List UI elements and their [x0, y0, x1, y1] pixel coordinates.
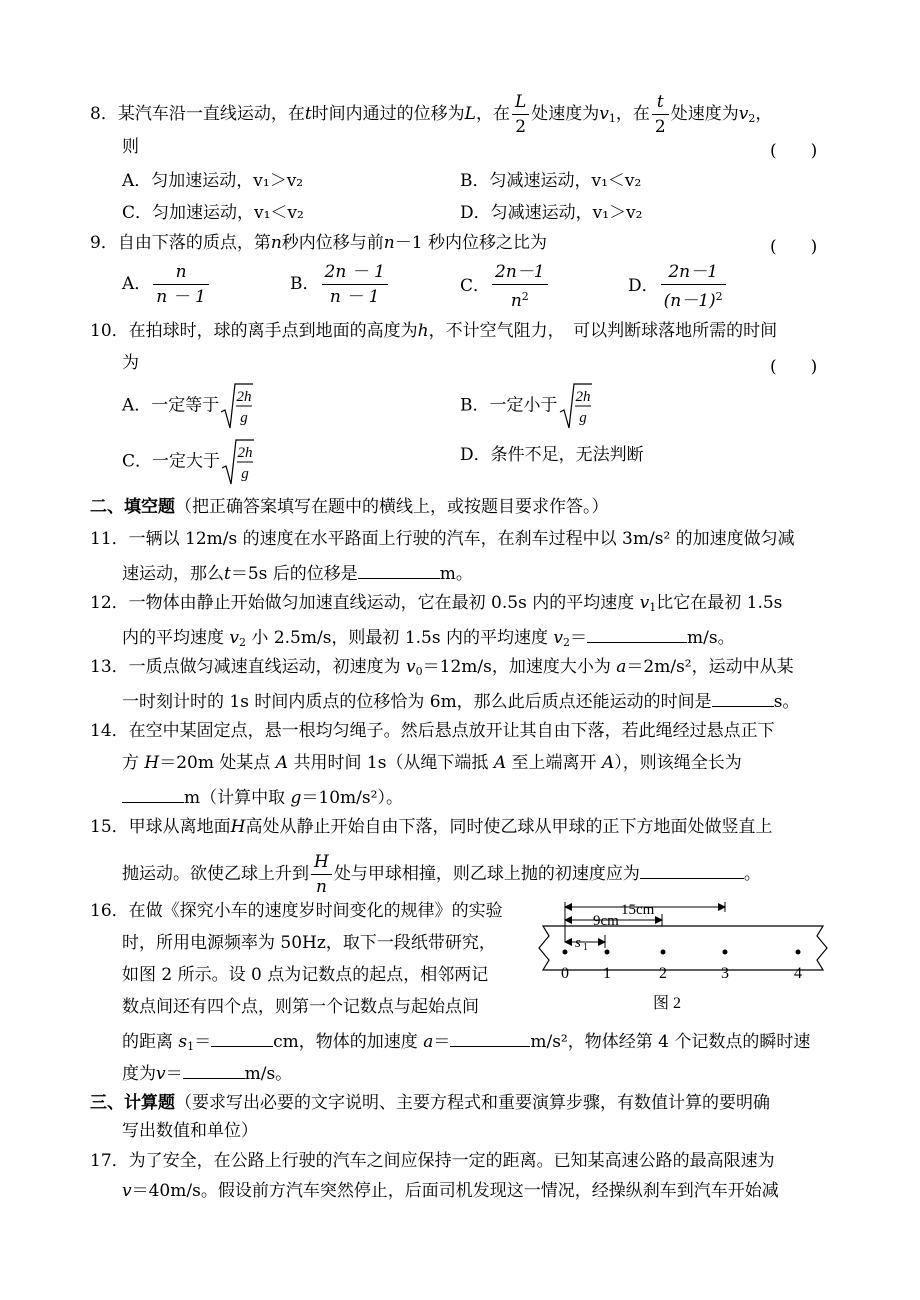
q16-line3: 如图 2 所示。设 0 点为记数点的起点，相邻两记 [122, 965, 489, 985]
q17-line1: 17．为了安全，在公路上行驶的汽车之间应保持一定的距离。已知某高速公路的最高限速为 [90, 1151, 775, 1171]
q13-line1: 13．一质点做匀减速直线运动，初速度为 $v_0=12m/s$，加速度大小为 a＝2m/s²，运动中从某 [90, 657, 794, 678]
sqrt-2h-over-g [220, 438, 254, 486]
q15-line1: 15．甲球从离地面H高处从静止开始自由下落，同时使乙球从甲球的正下方地面处做竖直上 [90, 817, 773, 837]
figure-2-paper-tape [535, 898, 835, 1018]
svg-text:g: g [578, 410, 587, 426]
q16-line4: 数点间还有四个点，则第一个记数点与起始点间 [122, 997, 479, 1017]
q14-answer-blank[interactable] [122, 784, 184, 803]
q9-option-c: C． $\frac{2n-1}{n^2}$ [460, 262, 550, 311]
q9-a-fraction: $\frac{n}{n - 1}$ [153, 262, 209, 307]
point-label-0: 0 [561, 965, 569, 982]
q16-line6: 度为v＝ m/s。 [122, 1060, 292, 1085]
q16-line2: 时，所用电源频率为 50Hz，取下一段纸带研究， [122, 933, 496, 953]
q11-line1: 11．一辆以 12m/s 的速度在水平路面上行驶的汽车，在刹车过程中以 3m/s² 的加速度做匀减 [90, 529, 795, 549]
point-label-4: 4 [794, 965, 802, 982]
svg-text:g: g [240, 410, 249, 426]
q9-option-d: D． $\frac{2n-1}{(n-1)^2}$ [628, 262, 728, 311]
tape-point-4 [796, 950, 801, 955]
q10-option-a: A．一定等于 2h g [122, 382, 253, 430]
q11-line2: 速运动，那么t＝5s 后的位移是 m。 [122, 560, 473, 585]
q14-line2: 方 H＝20m 处某点 A 共用时间 1s（从绳下端抵 A 至上端离开 A），则该绳全长为 [122, 753, 742, 773]
q10-option-d: D．条件不足，无法判断 [460, 445, 644, 465]
q13-answer-blank[interactable] [712, 688, 774, 707]
q8-answer-paren: ( ) [770, 141, 818, 161]
q8-option-a: A．匀加速运动，v₁＞v₂ [122, 171, 304, 191]
tape-point-2 [661, 950, 666, 955]
q9-b-fraction: $\frac{2n - 1}{n - 1}$ [322, 262, 388, 307]
sqrt-2h-over-g [219, 382, 253, 430]
q12-answer-blank[interactable] [587, 624, 687, 643]
q9-option-a: A． $\frac{n}{n - 1}$ [122, 262, 211, 307]
q10-option-b: B．一定小于 2h g [460, 382, 592, 430]
q15-line2: 抛运动。欲使乙球上升到 $\frac{H}{n}$ 处与甲球相撞，则乙球上抛的初速度应为 。 [122, 852, 761, 897]
label-15cm: 15cm [621, 902, 655, 918]
q16-line1: 16．在做《探究小车的速度岁时间变化的规律》的实验 [90, 901, 503, 921]
q9-d-fraction: $\frac{2n-1}{(n-1)^2}$ [661, 262, 726, 311]
svg-text:2h: 2h [575, 389, 590, 405]
svg-text:2h: 2h [237, 445, 253, 461]
label-9cm: 9cm [593, 913, 619, 929]
q8-line2: 则 [122, 137, 139, 157]
q17-line2: v＝40m/s。假设前方汽车突然停止，后面司机发现这一情况，经操纵刹车到汽车开始减 [122, 1181, 779, 1201]
q8-number: 8． [90, 104, 118, 124]
q11-answer-blank[interactable] [358, 560, 440, 579]
q10-line1: 10．在拍球时，球的离手点到地面的高度为h，不计空气阻力， 可以判断球落地所需的时间 [90, 321, 778, 341]
section-3-heading: 三、计算题（要求写出必要的文字说明、主要方程式和重要演算步骤，有数值计算的要明确 [90, 1093, 770, 1113]
point-label-3: 3 [721, 965, 729, 982]
q9-line1: 9．自由下落的质点，第n秒内位移与前n－1 秒内位移之比为 [90, 233, 547, 253]
tape-point-1 [605, 950, 610, 955]
q9-c-fraction: $\frac{2n-1}{n^2}$ [492, 262, 548, 311]
tape-point-0 [563, 950, 568, 955]
q12-line2: 内的平均速度 $v_2$ 小 2.5m/s，则最初 1.5s 内的平均速度 $v_2= m/s$。 [122, 624, 735, 654]
label-s: s [575, 935, 581, 951]
section-2-heading: 二、填空题（把正确答案填写在题中的横线上，或按题目要求作答。） [90, 497, 609, 517]
sqrt-2h-over-g [558, 382, 592, 430]
q12-line1: 12．一物体由静止开始做匀加速直线运动，它在最初 0.5s 内的平均速度 $v_1$比它在最初 1.5s [90, 593, 783, 614]
fraction-L-over-2: $\frac{L}{2}$ [512, 92, 529, 137]
q10-option-c: C．一定大于 2h g [122, 438, 254, 486]
q16-line5: 的距离 $s_1=$ cm，物体的加速度 a＝ m/s²，物体经第 4 个记数点的瞬时速 [122, 1028, 810, 1058]
point-label-2: 2 [659, 965, 667, 982]
fraction-H-over-n: $\frac{H}{n}$ [311, 852, 332, 897]
point-label-1: 1 [603, 965, 611, 982]
q13-line2: 一时刻计时的 1s 时间内质点的位移恰为 6m，那么此后质点还能运动的时间是 s。 [122, 688, 799, 713]
q10-line2: 为 [122, 353, 139, 373]
figure-caption: 图 2 [652, 995, 682, 1012]
q9-answer-paren: ( ) [770, 237, 818, 257]
label-s-sub: 1 [583, 942, 588, 953]
q16-v-blank[interactable] [183, 1060, 245, 1079]
q10-answer-paren: ( ) [770, 357, 818, 377]
q16-s1-blank[interactable] [211, 1028, 273, 1047]
svg-text:2h: 2h [236, 389, 252, 405]
q15-answer-blank[interactable] [640, 860, 744, 879]
section-3-note-line2: 写出数值和单位） [122, 1121, 258, 1141]
q8-line1: 8．某汽车沿一直线运动，在t时间内通过的位移为L，在 $\frac{L}{2}$ 处速度为$v_1$，在 $\frac{t}{2}$ 处速度为$v_2$， [90, 92, 773, 137]
fraction-t-over-2: $\frac{t}{2}$ [652, 92, 669, 137]
q16-a-blank[interactable] [450, 1028, 530, 1047]
q14-line3: m（计算中取 g＝10m/s²）。 [122, 784, 403, 809]
q14-line1: 14．在空中某固定点，悬一根均匀绳子。然后悬点放开让其自由下落，若此绳经过悬点正下 [90, 721, 775, 741]
tape-point-3 [723, 950, 728, 955]
q9-option-b: B． $\frac{2n - 1}{n - 1}$ [290, 262, 390, 307]
q8-option-b: B．匀减速运动，v₁＜v₂ [460, 171, 642, 191]
svg-text:g: g [241, 466, 249, 482]
q8-option-c: C．匀加速运动，v₁＜v₂ [122, 203, 304, 223]
q8-option-d: D．匀减速运动，v₁＞v₂ [460, 203, 643, 223]
